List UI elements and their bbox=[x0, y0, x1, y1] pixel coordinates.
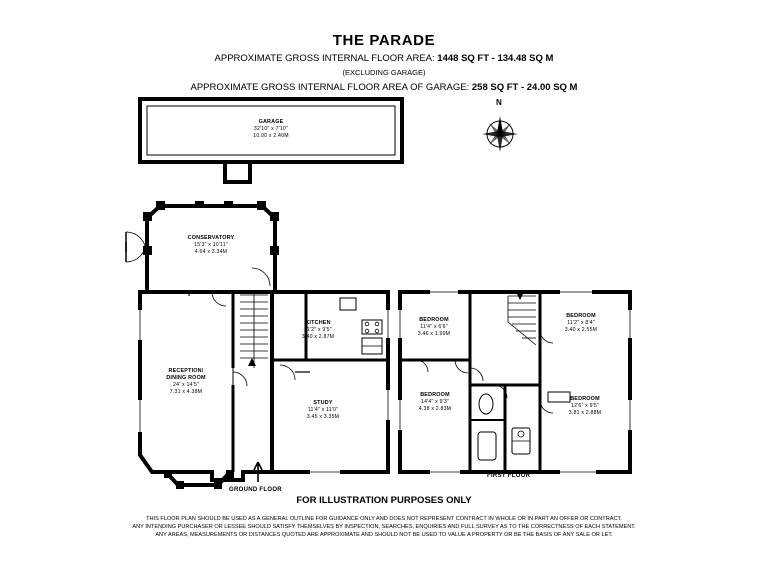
disclaimer-line-2: ANY INTENDING PURCHASER OR LESSEE SHOULD SATISFY THEMSELVES BY INSPECTION, SEARCHES, ENQUIRIES AND FULL SURVEY AS TO THE CORRECTNESS OF EACH STATEMENT. bbox=[132, 524, 636, 531]
room-label-bedroom-2: BEDROOM 11'2" x 8'4" 3.40 x 2.55M bbox=[564, 313, 598, 333]
disclaimer bbox=[0, 515, 768, 540]
room-label-bedroom-4: BEDROOM 12'6" x 9'5" 3.81 x 2.88M bbox=[568, 396, 602, 416]
room-label-bedroom-1: BEDROOM 11'4" x 6'6" 3.46 x 1.99M bbox=[417, 317, 451, 337]
compass-rose bbox=[470, 100, 530, 160]
disclaimer-line-3: ANY AREAS, MEASUREMENTS OR DISTANCES QUOTED ARE APPROXIMATE AND SHOULD NOT BE USED TO VALUE A PROPERTY OR BE THE BASIS OF ANY SALE OR LET. bbox=[155, 532, 613, 539]
garage-area-label: APPROXIMATE GROSS INTERNAL FLOOR AREA OF GARAGE: bbox=[190, 82, 470, 93]
garage-area-value: 258 SQ FT - 24.00 SQ M bbox=[471, 82, 578, 93]
garage-area-line bbox=[0, 82, 768, 93]
room-label-bedroom-3: BEDROOM 14'4" x 9'3" 4.38 x 2.83M bbox=[418, 392, 452, 412]
room-label-kitchen: KITCHEN 11'2" x 9'5" 3.40 x 2.87M bbox=[301, 320, 335, 340]
illustration-note: FOR ILLUSTRATION PURPOSES ONLY bbox=[296, 495, 472, 506]
gross-internal-area-label: APPROXIMATE GROSS INTERNAL FLOOR AREA: bbox=[214, 53, 435, 64]
first-floor-tag: FIRST FLOOR bbox=[487, 473, 531, 479]
disclaimer-line-1: THIS FLOOR PLAN SHOULD BE USED AS A GENERAL OUTLINE FOR GUIDANCE ONLY AND DOES NOT REPRESENT CONTRACT IN WHOLE OR IN PART AN OFFER OR CONTRACT. bbox=[146, 516, 622, 522]
room-label-reception-dining-room: RECEPTION/ DINING ROOM 24' x 14'5" 7.31 x 4.38M bbox=[166, 368, 206, 395]
room-label-study: STUDY 11'4" x 11'0" 3.45 x 3.35M bbox=[306, 400, 340, 420]
ground-floor-tag: GROUND FLOOR bbox=[229, 487, 282, 493]
room-label-conservatory: CONSERVATORY 15'3" x 10'11" 4.64 x 3.34M bbox=[187, 235, 235, 255]
excluding-garage-note: (EXCLUDING GARAGE) bbox=[342, 68, 426, 77]
gross-internal-area-value: 1448 SQ FT - 134.48 SQ M bbox=[437, 53, 554, 64]
gross-internal-area-line bbox=[0, 53, 768, 64]
page-title: THE PARADE bbox=[332, 32, 436, 49]
compass-north-label: N bbox=[496, 98, 502, 107]
room-label-garage: GARAGE 32'10" x 7'10" 10.00 x 2.40M bbox=[253, 119, 289, 139]
